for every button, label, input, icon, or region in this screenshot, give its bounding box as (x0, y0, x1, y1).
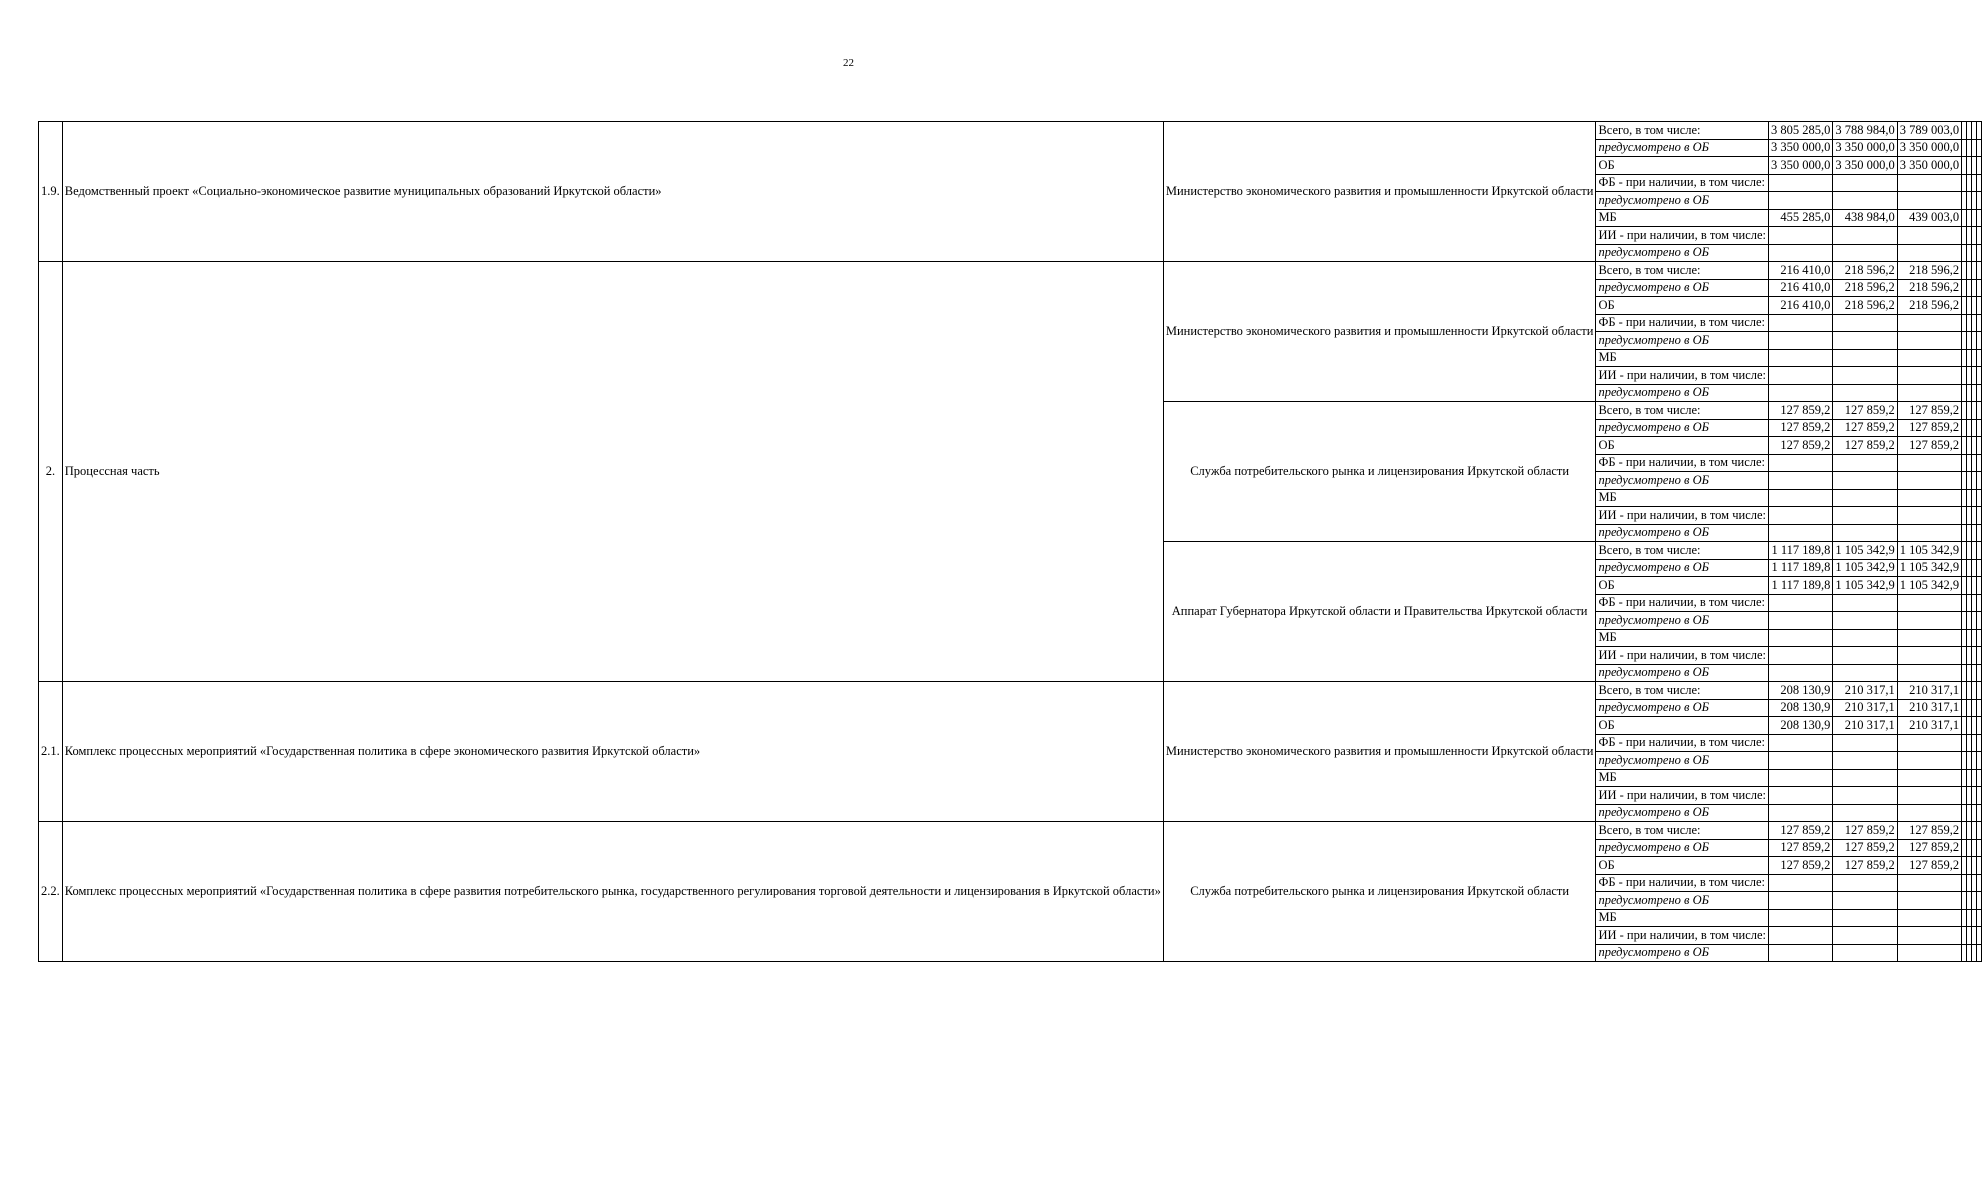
amount-cell (1769, 332, 1833, 350)
funding-source: предусмотрено в ОБ (1596, 664, 1769, 682)
amount-cell (1769, 734, 1833, 752)
funding-source: предусмотрено в ОБ (1596, 839, 1769, 857)
amount-cell (1769, 927, 1833, 945)
amount-cell: 127 859,2 (1769, 402, 1833, 420)
empty-cell (1977, 717, 1982, 735)
amount-cell (1897, 752, 1961, 770)
empty-cell (1977, 279, 1982, 297)
amount-cell (1769, 647, 1833, 665)
amount-cell: 1 105 342,9 (1897, 559, 1961, 577)
amount-cell: 3 789 003,0 (1897, 122, 1961, 140)
amount-cell (1769, 944, 1833, 962)
funding-source: Всего, в том числе: (1596, 822, 1769, 840)
amount-cell: 216 410,0 (1769, 279, 1833, 297)
amount-cell: 210 317,1 (1897, 717, 1961, 735)
amount-cell (1769, 174, 1833, 192)
amount-cell: 127 859,2 (1897, 437, 1961, 455)
budget-table (38, 121, 1982, 962)
empty-cell (1977, 209, 1982, 227)
amount-cell: 127 859,2 (1769, 857, 1833, 875)
empty-cell (1977, 419, 1982, 437)
amount-cell (1769, 349, 1833, 367)
amount-cell (1897, 227, 1961, 245)
amount-cell: 3 788 984,0 (1833, 122, 1897, 140)
funding-source: предусмотрено в ОБ (1596, 279, 1769, 297)
amount-cell: 208 130,9 (1769, 682, 1833, 700)
amount-cell (1897, 192, 1961, 210)
funding-source: Всего, в том числе: (1596, 262, 1769, 280)
empty-cell (1977, 612, 1982, 630)
amount-cell: 127 859,2 (1833, 402, 1897, 420)
amount-cell (1897, 629, 1961, 647)
amount-cell (1833, 367, 1897, 385)
amount-cell: 439 003,0 (1897, 209, 1961, 227)
amount-cell (1897, 367, 1961, 385)
amount-cell (1833, 874, 1897, 892)
amount-cell (1833, 332, 1897, 350)
empty-cell (1977, 314, 1982, 332)
amount-cell (1769, 909, 1833, 927)
amount-cell (1897, 909, 1961, 927)
amount-cell (1833, 909, 1897, 927)
amount-cell (1897, 489, 1961, 507)
amount-cell (1897, 804, 1961, 822)
amount-cell (1833, 594, 1897, 612)
table-row (39, 122, 1982, 140)
funding-source: ФБ - при наличии, в том числе: (1596, 454, 1769, 472)
empty-cell (1977, 857, 1982, 875)
amount-cell (1897, 927, 1961, 945)
funding-source: МБ (1596, 349, 1769, 367)
amount-cell (1833, 489, 1897, 507)
amount-cell (1897, 612, 1961, 630)
amount-cell: 210 317,1 (1833, 717, 1897, 735)
empty-cell (1977, 874, 1982, 892)
funding-source: МБ (1596, 909, 1769, 927)
amount-cell (1833, 664, 1897, 682)
funding-source: предусмотрено в ОБ (1596, 192, 1769, 210)
amount-cell (1769, 787, 1833, 805)
responsible-org: Министерство экономического развития и промышленности Иркутской области (1163, 122, 1596, 262)
amount-cell: 3 350 000,0 (1897, 139, 1961, 157)
amount-cell (1769, 769, 1833, 787)
amount-cell: 208 130,9 (1769, 717, 1833, 735)
empty-cell (1977, 139, 1982, 157)
amount-cell (1897, 647, 1961, 665)
amount-cell (1769, 367, 1833, 385)
table-row (39, 822, 1982, 840)
amount-cell (1897, 244, 1961, 262)
amount-cell (1833, 174, 1897, 192)
funding-source: предусмотрено в ОБ (1596, 472, 1769, 490)
amount-cell (1833, 647, 1897, 665)
funding-source: МБ (1596, 629, 1769, 647)
amount-cell (1769, 612, 1833, 630)
amount-cell (1769, 244, 1833, 262)
amount-cell (1769, 892, 1833, 910)
amount-cell (1833, 927, 1897, 945)
empty-cell (1977, 437, 1982, 455)
amount-cell (1897, 944, 1961, 962)
amount-cell: 210 317,1 (1833, 699, 1897, 717)
amount-cell: 127 859,2 (1769, 437, 1833, 455)
amount-cell: 3 350 000,0 (1769, 139, 1833, 157)
responsible-org: Аппарат Губернатора Иркутской области и Правительства Иркутской области (1163, 542, 1596, 682)
amount-cell: 127 859,2 (1833, 437, 1897, 455)
amount-cell (1833, 244, 1897, 262)
empty-cell (1977, 577, 1982, 595)
amount-cell (1833, 314, 1897, 332)
amount-cell: 438 984,0 (1833, 209, 1897, 227)
amount-cell: 216 410,0 (1769, 297, 1833, 315)
funding-source: ОБ (1596, 157, 1769, 175)
amount-cell: 3 805 285,0 (1769, 122, 1833, 140)
funding-source: предусмотрено в ОБ (1596, 419, 1769, 437)
empty-cell (1977, 332, 1982, 350)
funding-source: ОБ (1596, 717, 1769, 735)
amount-cell (1833, 472, 1897, 490)
page-number: 22 (843, 57, 854, 69)
empty-cell (1977, 804, 1982, 822)
amount-cell: 1 105 342,9 (1897, 577, 1961, 595)
funding-source: предусмотрено в ОБ (1596, 244, 1769, 262)
funding-source: ИИ - при наличии, в том числе: (1596, 367, 1769, 385)
empty-cell (1977, 909, 1982, 927)
amount-cell: 3 350 000,0 (1769, 157, 1833, 175)
amount-cell (1897, 524, 1961, 542)
amount-cell: 455 285,0 (1769, 209, 1833, 227)
amount-cell: 1 105 342,9 (1897, 542, 1961, 560)
amount-cell: 3 350 000,0 (1833, 139, 1897, 157)
amount-cell: 127 859,2 (1897, 839, 1961, 857)
section-number: 1.9. (39, 122, 63, 262)
amount-cell (1769, 752, 1833, 770)
funding-source: ИИ - при наличии, в том числе: (1596, 927, 1769, 945)
amount-cell: 1 105 342,9 (1833, 577, 1897, 595)
empty-cell (1977, 752, 1982, 770)
funding-source: Всего, в том числе: (1596, 402, 1769, 420)
funding-source: ОБ (1596, 297, 1769, 315)
empty-cell (1977, 769, 1982, 787)
amount-cell (1769, 192, 1833, 210)
funding-source: предусмотрено в ОБ (1596, 699, 1769, 717)
amount-cell (1769, 314, 1833, 332)
amount-cell (1897, 734, 1961, 752)
empty-cell (1977, 262, 1982, 280)
amount-cell (1833, 384, 1897, 402)
funding-source: предусмотрено в ОБ (1596, 752, 1769, 770)
amount-cell (1897, 314, 1961, 332)
amount-cell (1833, 787, 1897, 805)
funding-source: предусмотрено в ОБ (1596, 944, 1769, 962)
empty-cell (1977, 787, 1982, 805)
amount-cell (1769, 524, 1833, 542)
amount-cell: 127 859,2 (1833, 839, 1897, 857)
amount-cell: 3 350 000,0 (1833, 157, 1897, 175)
empty-cell (1977, 297, 1982, 315)
funding-source: ОБ (1596, 577, 1769, 595)
amount-cell (1769, 489, 1833, 507)
funding-source: Всего, в том числе: (1596, 122, 1769, 140)
amount-cell (1833, 349, 1897, 367)
amount-cell (1833, 454, 1897, 472)
funding-source: ИИ - при наличии, в том числе: (1596, 787, 1769, 805)
amount-cell: 218 596,2 (1833, 297, 1897, 315)
empty-cell (1977, 822, 1982, 840)
amount-cell: 216 410,0 (1769, 262, 1833, 280)
empty-cell (1977, 927, 1982, 945)
funding-source: ФБ - при наличии, в том числе: (1596, 174, 1769, 192)
section-name: Комплекс процессных мероприятий «Государственная политика в сфере экономического развития Иркутской области» (62, 682, 1163, 822)
empty-cell (1977, 542, 1982, 560)
empty-cell (1977, 192, 1982, 210)
responsible-org: Министерство экономического развития и промышленности Иркутской области (1163, 682, 1596, 822)
amount-cell (1833, 227, 1897, 245)
responsible-org: Служба потребительского рынка и лицензирования Иркутской области (1163, 402, 1596, 542)
amount-cell: 218 596,2 (1897, 297, 1961, 315)
section-name: Процессная часть (62, 262, 1163, 682)
section-number: 2.2. (39, 822, 63, 962)
amount-cell (1833, 524, 1897, 542)
empty-cell (1977, 472, 1982, 490)
amount-cell (1897, 384, 1961, 402)
empty-cell (1977, 699, 1982, 717)
amount-cell: 127 859,2 (1833, 822, 1897, 840)
empty-cell (1977, 384, 1982, 402)
empty-cell (1977, 244, 1982, 262)
amount-cell (1897, 874, 1961, 892)
funding-source: ОБ (1596, 437, 1769, 455)
amount-cell: 127 859,2 (1897, 822, 1961, 840)
empty-cell (1977, 524, 1982, 542)
amount-cell: 127 859,2 (1769, 822, 1833, 840)
empty-cell (1977, 367, 1982, 385)
funding-source: предусмотрено в ОБ (1596, 892, 1769, 910)
empty-cell (1977, 647, 1982, 665)
funding-source: ФБ - при наличии, в том числе: (1596, 874, 1769, 892)
amount-cell: 127 859,2 (1897, 857, 1961, 875)
amount-cell: 218 596,2 (1897, 279, 1961, 297)
funding-source: ИИ - при наличии, в том числе: (1596, 507, 1769, 525)
amount-cell (1769, 804, 1833, 822)
amount-cell (1897, 472, 1961, 490)
empty-cell (1977, 559, 1982, 577)
amount-cell (1897, 594, 1961, 612)
amount-cell (1833, 752, 1897, 770)
empty-cell (1977, 664, 1982, 682)
empty-cell (1977, 682, 1982, 700)
amount-cell (1833, 629, 1897, 647)
amount-cell (1897, 892, 1961, 910)
amount-cell (1897, 332, 1961, 350)
empty-cell (1977, 489, 1982, 507)
table-row (39, 682, 1982, 700)
funding-source: предусмотрено в ОБ (1596, 524, 1769, 542)
amount-cell (1769, 384, 1833, 402)
empty-cell (1977, 174, 1982, 192)
amount-cell (1833, 612, 1897, 630)
amount-cell (1833, 944, 1897, 962)
empty-cell (1977, 594, 1982, 612)
amount-cell: 210 317,1 (1897, 699, 1961, 717)
amount-cell (1769, 472, 1833, 490)
funding-source: предусмотрено в ОБ (1596, 612, 1769, 630)
funding-source: предусмотрено в ОБ (1596, 804, 1769, 822)
funding-source: ИИ - при наличии, в том числе: (1596, 227, 1769, 245)
section-number: 2. (39, 262, 63, 682)
amount-cell: 127 859,2 (1833, 857, 1897, 875)
funding-source: ФБ - при наличии, в том числе: (1596, 314, 1769, 332)
amount-cell (1769, 664, 1833, 682)
empty-cell (1977, 157, 1982, 175)
amount-cell (1769, 227, 1833, 245)
table-row (39, 262, 1982, 280)
funding-source: ИИ - при наличии, в том числе: (1596, 647, 1769, 665)
amount-cell (1833, 734, 1897, 752)
amount-cell: 1 117 189,8 (1769, 577, 1833, 595)
amount-cell (1769, 629, 1833, 647)
empty-cell (1977, 507, 1982, 525)
amount-cell (1769, 874, 1833, 892)
funding-source: МБ (1596, 769, 1769, 787)
amount-cell (1897, 454, 1961, 472)
empty-cell (1977, 839, 1982, 857)
empty-cell (1977, 402, 1982, 420)
funding-source: предусмотрено в ОБ (1596, 559, 1769, 577)
amount-cell (1769, 594, 1833, 612)
amount-cell (1833, 192, 1897, 210)
amount-cell (1897, 664, 1961, 682)
amount-cell: 127 859,2 (1769, 419, 1833, 437)
amount-cell: 1 105 342,9 (1833, 542, 1897, 560)
empty-cell (1977, 944, 1982, 962)
funding-source: ФБ - при наличии, в том числе: (1596, 594, 1769, 612)
amount-cell (1897, 769, 1961, 787)
funding-source: Всего, в том числе: (1596, 682, 1769, 700)
amount-cell: 208 130,9 (1769, 699, 1833, 717)
section-name: Комплекс процессных мероприятий «Государственная политика в сфере развития потребительского рынка, государственного регулирования торговой деятельности и лицензирования в Иркутской области» (62, 822, 1163, 962)
amount-cell: 127 859,2 (1897, 419, 1961, 437)
amount-cell: 127 859,2 (1897, 402, 1961, 420)
amount-cell: 127 859,2 (1833, 419, 1897, 437)
amount-cell (1897, 349, 1961, 367)
amount-cell: 210 317,1 (1897, 682, 1961, 700)
amount-cell (1769, 454, 1833, 472)
amount-cell: 218 596,2 (1833, 279, 1897, 297)
amount-cell: 218 596,2 (1833, 262, 1897, 280)
amount-cell: 1 117 189,8 (1769, 559, 1833, 577)
amount-cell (1833, 892, 1897, 910)
funding-source: предусмотрено в ОБ (1596, 384, 1769, 402)
section-number: 2.1. (39, 682, 63, 822)
funding-source: ФБ - при наличии, в том числе: (1596, 734, 1769, 752)
empty-cell (1977, 227, 1982, 245)
funding-source: МБ (1596, 489, 1769, 507)
responsible-org: Министерство экономического развития и промышленности Иркутской области (1163, 262, 1596, 402)
empty-cell (1977, 349, 1982, 367)
section-name: Ведомственный проект «Социально-экономическое развитие муниципальных образований Иркутской области» (62, 122, 1163, 262)
amount-cell (1897, 507, 1961, 525)
amount-cell: 210 317,1 (1833, 682, 1897, 700)
responsible-org: Служба потребительского рынка и лицензирования Иркутской области (1163, 822, 1596, 962)
empty-cell (1977, 629, 1982, 647)
amount-cell: 127 859,2 (1769, 839, 1833, 857)
amount-cell (1833, 769, 1897, 787)
amount-cell: 3 350 000,0 (1897, 157, 1961, 175)
amount-cell (1833, 804, 1897, 822)
empty-cell (1977, 734, 1982, 752)
funding-source: Всего, в том числе: (1596, 542, 1769, 560)
empty-cell (1977, 122, 1982, 140)
funding-source: ОБ (1596, 857, 1769, 875)
amount-cell: 218 596,2 (1897, 262, 1961, 280)
amount-cell: 1 117 189,8 (1769, 542, 1833, 560)
empty-cell (1977, 892, 1982, 910)
amount-cell (1897, 174, 1961, 192)
amount-cell (1833, 507, 1897, 525)
funding-source: предусмотрено в ОБ (1596, 139, 1769, 157)
empty-cell (1977, 454, 1982, 472)
funding-source: МБ (1596, 209, 1769, 227)
funding-source: предусмотрено в ОБ (1596, 332, 1769, 350)
amount-cell (1897, 787, 1961, 805)
amount-cell: 1 105 342,9 (1833, 559, 1897, 577)
amount-cell (1769, 507, 1833, 525)
